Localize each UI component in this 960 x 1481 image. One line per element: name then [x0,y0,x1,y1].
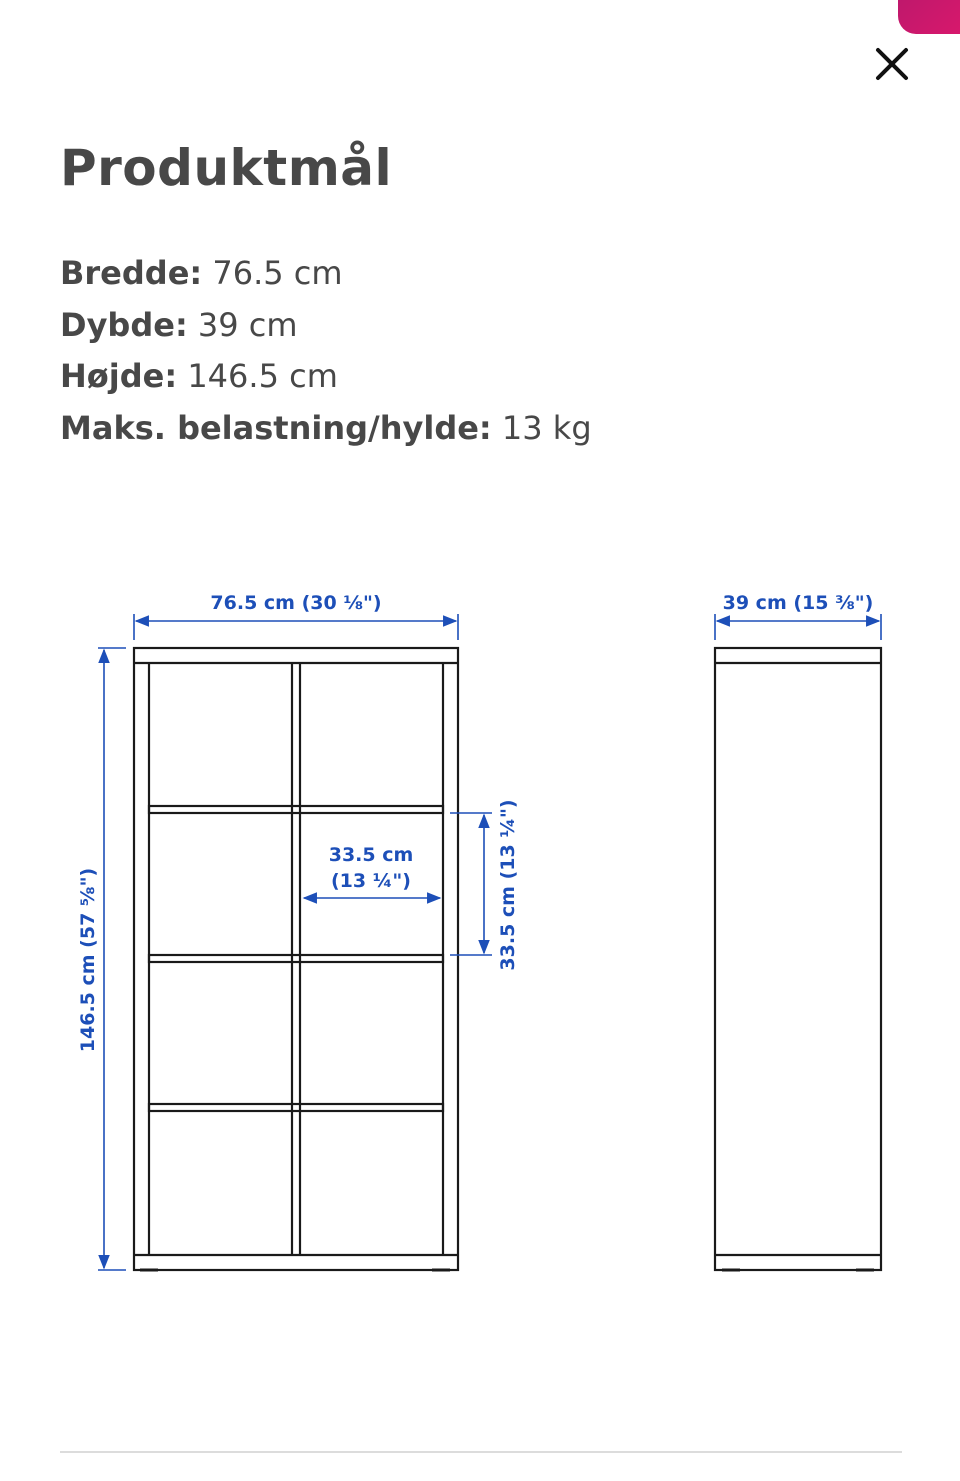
spec-width [60,248,592,300]
side-depth-label: 39 cm (15 ⅜") [722,592,874,614]
spec-label: Højde: [60,357,178,395]
front-width-label: 76.5 cm (30 ⅛") [210,592,382,614]
spec-value: 13 kg [501,408,592,447]
spec-value: 76.5 cm [212,254,343,292]
spec-label: Maks. belastning/hylde: [60,408,492,447]
spec-label: Dybde: [60,305,188,344]
front-height-label: 146.5 cm (57 ⅝") [77,867,99,1053]
top-left-corner-decoration [0,0,22,18]
compartment-height-label: 33.5 cm (13 ¼") [497,799,519,971]
dimension-drawing [0,560,960,1300]
front-width-dimension [134,592,458,640]
compartment-width-label-line1: 33.5 cm [328,844,414,866]
close-button[interactable] [866,38,918,90]
shelf-front-view [134,648,458,1270]
compartment-width-label-line2: (13 ¼") [331,870,411,892]
close-icon [875,47,909,81]
shelf-side-view [715,648,881,1270]
compartment-height-dimension [450,799,519,970]
spec-value: 39 cm [197,305,298,344]
spec-label: Bredde: [60,254,203,292]
spec-value: 146.5 cm [187,357,338,395]
spec-height [60,351,592,403]
front-height-dimension [77,648,126,1270]
page-title: Produktmål [60,139,393,197]
top-right-accent-tab[interactable] [898,0,960,34]
side-depth-dimension [715,592,881,640]
compartment-width-dimension [304,844,440,898]
product-dimensions-list [60,248,592,454]
section-divider [60,1451,902,1453]
spec-max-load [60,403,592,455]
spec-depth [60,300,592,352]
